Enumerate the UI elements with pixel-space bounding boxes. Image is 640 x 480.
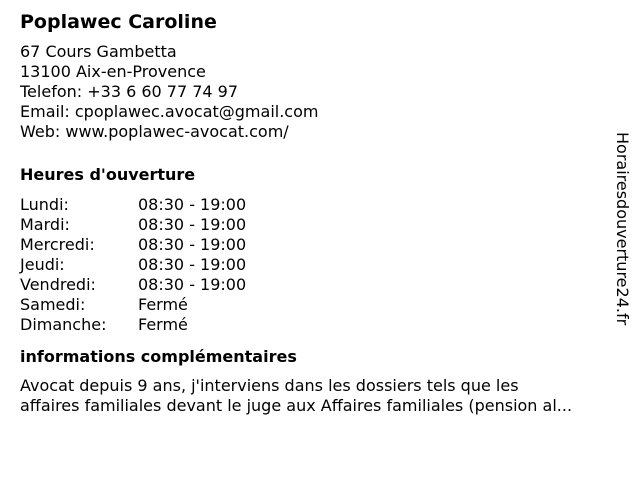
opening-hours-heading: Heures d'ouverture bbox=[20, 165, 196, 184]
day-label: Samedi: bbox=[20, 295, 86, 314]
address-city: 13100 Aix-en-Provence bbox=[20, 62, 206, 81]
description-line-2: affaires familiales devant le juge aux Affaires familiales (pension al... bbox=[20, 396, 573, 415]
hours-row bbox=[20, 275, 246, 295]
day-hours: 08:30 - 19:00 bbox=[138, 275, 247, 294]
day-label: Jeudi: bbox=[20, 255, 65, 274]
opening-hours-table bbox=[20, 195, 246, 335]
day-hours: 08:30 - 19:00 bbox=[138, 215, 247, 234]
day-label: Mardi: bbox=[20, 215, 70, 234]
additional-info-heading: informations complémentaires bbox=[20, 347, 297, 366]
description-line-1: Avocat depuis 9 ans, j'interviens dans les dossiers tels que les bbox=[20, 376, 519, 395]
day-label: Dimanche: bbox=[20, 315, 107, 334]
day-hours: 08:30 - 19:00 bbox=[138, 235, 247, 254]
hours-row bbox=[20, 255, 246, 275]
hours-row bbox=[20, 215, 246, 235]
address-street: 67 Cours Gambetta bbox=[20, 42, 177, 61]
day-hours: Fermé bbox=[138, 315, 188, 334]
day-hours: 08:30 - 19:00 bbox=[138, 255, 247, 274]
business-card bbox=[20, 10, 620, 416]
hours-row bbox=[20, 235, 246, 255]
email-line: Email: cpoplawec.avocat@gmail.com bbox=[20, 102, 319, 121]
day-hours: Fermé bbox=[138, 295, 188, 314]
hours-row bbox=[20, 195, 246, 215]
hours-row bbox=[20, 315, 246, 335]
business-name: Poplawec Caroline bbox=[20, 11, 217, 33]
hours-row bbox=[20, 295, 246, 315]
day-label: Mercredi: bbox=[20, 235, 95, 254]
site-watermark: Horairesdouverture24.fr bbox=[613, 132, 632, 326]
phone-line: Telefon: +33 6 60 77 74 97 bbox=[20, 82, 239, 101]
web-line: Web: www.poplawec-avocat.com/ bbox=[20, 122, 289, 141]
day-label: Vendredi: bbox=[20, 275, 96, 294]
day-label: Lundi: bbox=[20, 195, 69, 214]
day-hours: 08:30 - 19:00 bbox=[138, 195, 247, 214]
